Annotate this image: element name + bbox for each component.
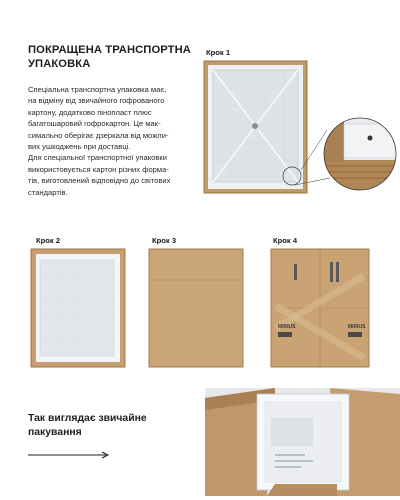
- step-4-photo: [270, 248, 370, 368]
- arrow-right-icon: [28, 450, 110, 460]
- closing-caption: [28, 412, 198, 440]
- box-brand-print: MIRIUS: [348, 324, 366, 330]
- regular-packaging-photo: [205, 388, 400, 496]
- step-3-photo: [148, 248, 244, 368]
- closing-line-2: пакування: [28, 427, 82, 438]
- description-line: тів, виготовлений відповідно до світових: [28, 176, 171, 186]
- description-line: на відміну від звичайного гофрованого: [28, 96, 165, 106]
- step-1-label: Крок 1: [206, 48, 231, 57]
- description-line: Для спеціальної транспортної упаковки: [28, 153, 167, 163]
- description-line: стандартів.: [28, 187, 68, 197]
- page-title: [28, 44, 198, 71]
- description-line: Спеціальна транспортна упаковка має,: [28, 85, 167, 94]
- closing-line-1: Так виглядає звичайне: [28, 413, 147, 424]
- description-line: вих ушкоджень при доставці.: [28, 142, 131, 152]
- description-line: картону, додатково пінопласт плюс: [28, 107, 152, 117]
- step-1-photo: [200, 58, 400, 198]
- box-brand-print: MIRIUS: [278, 324, 296, 330]
- title-line-1: ПОКРАЩЕНА ТРАНСПОРТНА: [28, 44, 191, 56]
- title-line-2: УПАКОВКА: [28, 57, 91, 70]
- step-2-label: Крок 2: [36, 236, 61, 245]
- step-2-photo: [30, 248, 126, 368]
- description-paragraph: [28, 84, 196, 198]
- description-line: багатошаровий гофрокартон. Це мак-: [28, 119, 161, 129]
- description-line: використовується картон різних форма-: [28, 164, 169, 174]
- description-line: симально оберігає дзеркала від можли-: [28, 130, 169, 140]
- step-4-label: Крок 4: [273, 236, 298, 245]
- step-3-label: Крок 3: [152, 236, 177, 245]
